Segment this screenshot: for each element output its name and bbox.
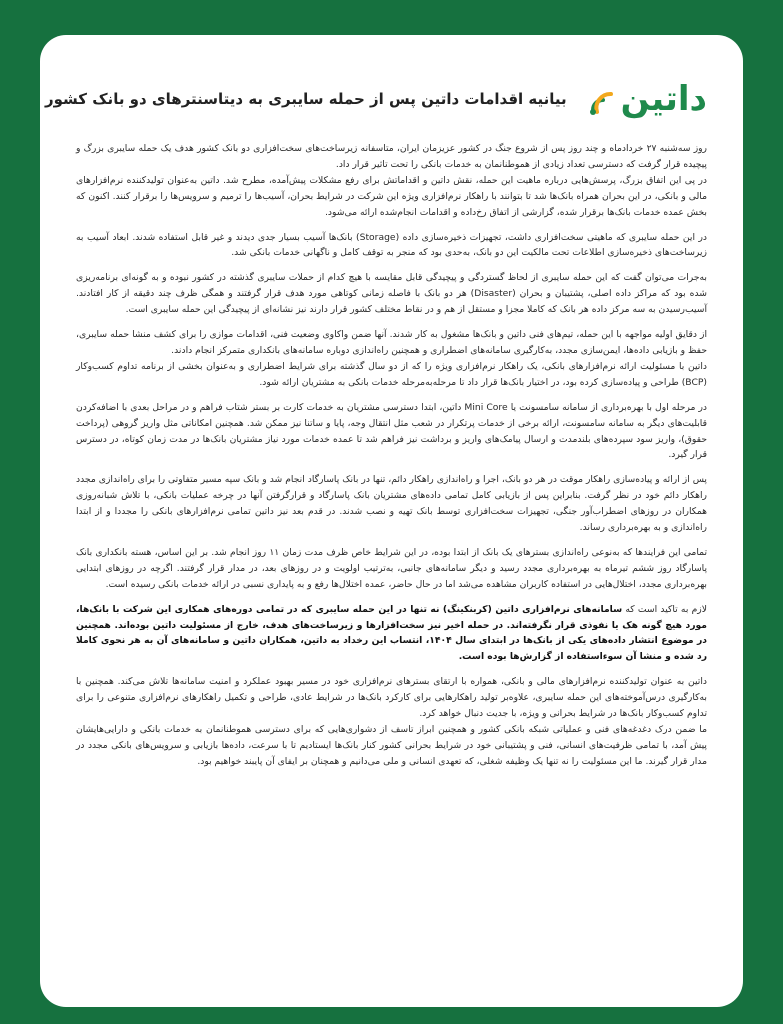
statement-body (76, 141, 707, 770)
paragraph-intro: روز سه‌شنبه ۲۷ خردادماه و چند روز پس از شروع جنگ در کشور عزیزمان ایران، متاسفانه زیرساخت‌های سخت‌افزاری دو بانک کشور هدف یک حمله سایبری بزرگ و پیچیده قرار گرفت که دسترسی تعداد زیادی از هموطنانمان به خدمات بانکی را تحت تاثیر قرار داد. (76, 143, 707, 170)
signal-arc-icon (587, 86, 617, 116)
page-header (44, 79, 707, 119)
paragraph-timeline: تمامی این فرایندها که به‌نوعی راه‌اندازی بسترهای یک بانک از ابتدا بوده، در این شرایط خاص ظرف مدت زمان ۱۱ روز انجام شد. بر این اساس، هسته بانکداری بانک پاسارگاد روز ششم تیرماه به بهره‌برداری مجدد رسید و دیگر سامانه‌های جانبی، به‌ترتیب اولویت و در روزهای بعد، در مدار قرار گرفتند. اگرچه در روزهای ابتدایی بهره‌برداری مجدد، اختلال‌هایی در استفاده کاربران مشاهده می‌شد اما در حال حاضر، عمده اختلال‌ها رفع و به پایداری نسبی در ارائه خدمات بانکی رسیده است. (76, 546, 708, 590)
paragraph-emphasis (76, 602, 707, 666)
logo-wordmark: داتین (620, 79, 707, 119)
paragraph-commitment: داتین به عنوان تولیدکننده نرم‌افزارهای مالی و بانکی، همواره با ارتقای بسترهای نرم‌افزاری خود در مسیر بهبود عملکرد و امنیت سامانه‌ها تلاش می‌کند. همچنین با به‌کارگیری درس‌آموخته‌های این حمله سایبری، علاوه‌بر تولید راهکارهایی برای کارکرد بانک‌ها در شرایط عادی، طراحی و تکمیل راهکارهای نرم‌افزاری متنوعی را برای تداوم کسب‌وکار بانک‌ها در شرایط بحرانی و ویژه، با جدیت دنبال خواهد کرد. (76, 676, 707, 720)
paragraph-permanent-solution: پس از ارائه و پیاده‌سازی راهکار موقت در هر دو بانک، اجرا و راه‌اندازی راهکار دائم، تنها در بانک پاسارگاد انجام شد و بانک سپه مسیر متفاوتی را برای راه‌اندازی مجدد راهکار دائم خود در نظر گرفت. بنابراین پس از بازیابی کامل تمامی داده‌های مشتریان بانک پاسارگاد و قرارگرفتن آنها در چرخه عملیات بانکی، با تلاش شبانه‌روزی همکاران در روزهای اضطراب‌آور جنگی، تجهیزات سخت‌افزاری توسط بانک تهیه و نصب شدند. در قدم بعد نیز داتین تمامی نرم‌افزارهای بانکی را مجددا و از ابتدا راه‌اندازی و به بهره‌برداری رساند. (76, 474, 707, 534)
paragraph-closing: ما ضمن درک دغدغه‌های فنی و عملیاتی شبکه بانکی کشور و همچنین ابراز تاسف از دشواری‌هایی که برای دسترسی هموطنانمان به خدمات بانکی و دارایی‌هایشان پیش آمد، با تمامی ظرفیت‌های انسانی، فنی و پشتیبانی خود در شرایط بحرانی کشور کنار بانک‌ها ایستادیم تا با سرعت، داده‌ها بازیابی و سرویس‌های بانکی مجدد در مدار قرار گیرند. ما این مسئولیت را نه تنها یک وظیفه شغلی، که تعهدی انسانی و ملی می‌دانیم و همچنان بر ایفای آن پایبند خواهیم بود. (76, 724, 707, 767)
paragraph-context: در پی این اتفاق بزرگ، پرسش‌هایی درباره ماهیت این حمله، نقش داتین و اقداماتش برای رفع مشکلات پیش‌آمده، مطرح شد. داتین به‌عنوان تولیدکننده نرم‌افزارهای مالی و بانکی، در این بحران همراه بانک‌ها شد تا بتوانند با راهکار نرم‌افزاری ویژه این شرکت در شرایط بحران، آسیب‌ها را ترمیم و سرویس‌ها را برقرار کنند. اکنون که بخش عمده خدمات بانک‌ها برقرار شده، گزارشی از اتفاق رخ‌داده و اقدامات انجام‌شده ارائه می‌شود. (76, 174, 707, 218)
paragraph-first-response: از دقایق اولیه مواجهه با این حمله، تیم‌های فنی داتین و بانک‌ها مشغول به کار شدند. آنها ضمن واکاوی وضعیت فنی، اقدامات موازی را برای کشف منشا حمله سایبری، حفظ و بازیابی داده‌ها، ایمن‌سازی مجدد، به‌کارگیری سامانه‌های اضطراری و همچنین راه‌اندازی دوباره سامانه‌های بانکداری متمرکز انجام دادند. (76, 329, 707, 356)
paragraph-attack-complexity: به‌جرات می‌توان گفت که این حمله سایبری از لحاظ گستردگی و پیچیدگی قابل مقایسه با هیچ کدام از حملات سایبری گذشته در کشور نبوده و به گونه‌ای برنامه‌ریزی شده بود که مراکز داده اصلی، پشتیبان و بحران (Disaster) هر دو بانک با فاصله زمانی کوتاهی مورد هدف قرار گرفتند و همگی ظرف چند دقیقه از کار افتادند. آسیب‌رسیدن به سه مرکز داده هر بانک که کاملا مجزا و مستقل از هم و در نقاط مختلف کشور قرار دارند نیز نشانه‌ای از پیچیدگی این حمله سایبری است. (76, 272, 707, 316)
paragraph-bcp: داتین با مسئولیت ارائه نرم‌افزارهای بانکی، یک راهکار نرم‌افزاری ویژه را که از دو سال گذشته برای شرایط اضطراری و به‌عنوان بخشی از برنامه تداوم کسب‌وکار (BCP) طراحی و پیاده‌سازی کرده بود، در اختیار بانک‌ها قرار داد تا مرحله‌به‌مرحله خدمات بانکی به مشتریان ارائه شود. (76, 360, 707, 388)
page-title: بیانیه اقدامات داتین پس از حمله سایبری به دیتاسنترهای دو بانک کشور (44, 90, 567, 108)
paragraph-mini-core: در مرحله اول با بهره‌برداری از سامانه سامسونت یا Mini Core داتین، ابتدا دسترسی مشتریان به خدمات کارت بر بستر شتاب فراهم و در مراحل بعدی با اضافه‌کردن قابلیت‌های دیگر به سامانه سامسونت، ارائه برخی از خدمات پرتکرار در شعب مثل انتقال وجه، پایا و ساتنا نیز ممکن شد. همچنین امکاناتی مثل واریز گروهی (پرداخت حقوق)، واریز سود سپرده‌های بلندمدت و ارسال پیامک‌های واریز و برداشت نیز فراهم شد تا عمده خدمات مورد نیاز مشتریان بانک‌ها در مدت زمان کوتاه، در دسترس قرار گیرد. (76, 401, 708, 461)
emphasis-lead: لازم به تاکید است که (622, 603, 707, 615)
paragraph-attack-nature: در این حمله سایبری که ماهیتی سخت‌افزاری داشت، تجهیزات ذخیره‌سازی داده (Storage) بانک‌ها آسیب بسیار جدی دیدند و غیر قابل استفاده شدند. ابعاد آسیب به زیرساخت‌های ذخیره‌سازی اطلاعات تحت مالکیت این دو بانک، به‌حدی بود که منجر به توقف کامل و ناگهانی خدمات بانکی شد. (76, 231, 707, 259)
statement-card (40, 35, 743, 1007)
emphasis-bold: سامانه‌های نرم‌افزاری داتین (کربنکینگ) نه تنها در این حمله سایبری که در تمامی دوره‌های همکاری این شرکت با بانک‌ها، مورد هیچ گونه هک یا نفوذی قرار نگرفته‌اند. در حمله اخیر نیز سخت‌افزارها و زیرساخت‌های هدف، خارج از مسئولیت داتین بوده‌اند. همچنین در موضوع انتشار داده‌های یکی از بانک‌ها در ابتدای سال ۱۴۰۴، انتساب این رخداد به داتین، همکاران داتین و سامانه‌های آن به هر نحوی کاملا رد شده و منشا آن سوءاستفاده از گزارش‌ها بوده است. (76, 603, 708, 663)
datin-logo (587, 79, 707, 119)
